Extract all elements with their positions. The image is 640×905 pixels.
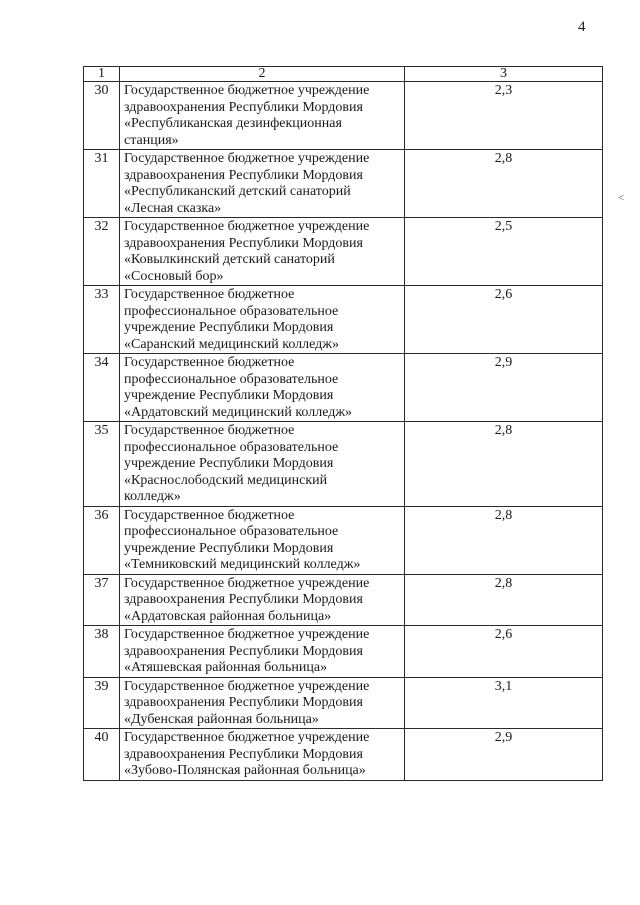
institution-name: Государственное бюджетное профессиональное образовательное учреждение Республики Мордовия «Саранский медицинский колледж» — [120, 286, 405, 354]
table-row — [84, 354, 603, 422]
institution-name: Государственное бюджетное учреждение здравоохранения Республики Мордовия «Республиканская дезинфекционная станция» — [120, 82, 405, 150]
institution-name: Государственное бюджетное профессиональное образовательное учреждение Республики Мордовия «Краснослободский медицинский колледж» — [120, 422, 405, 507]
row-number: 37 — [84, 574, 120, 626]
row-number: 30 — [84, 82, 120, 150]
table-row — [84, 218, 603, 286]
institution-name: Государственное бюджетное учреждение здравоохранения Республики Мордовия «Ковылкинский детский санаторий «Сосновый бор» — [120, 218, 405, 286]
row-value: 2,5 — [405, 218, 603, 286]
row-number: 40 — [84, 729, 120, 781]
row-number: 39 — [84, 677, 120, 729]
institutions-table — [83, 66, 603, 781]
institution-name: Государственное бюджетное учреждение здравоохранения Республики Мордовия «Дубенская районная больница» — [120, 677, 405, 729]
table-row — [84, 150, 603, 218]
row-value: 2,3 — [405, 82, 603, 150]
institution-name: Государственное бюджетное учреждение здравоохранения Республики Мордовия «Зубово-Полянская районная больница» — [120, 729, 405, 781]
table-row — [84, 574, 603, 626]
institution-name: Государственное бюджетное профессиональное образовательное учреждение Республики Мордовия «Ардатовский медицинский колледж» — [120, 354, 405, 422]
row-value: 2,6 — [405, 626, 603, 678]
stray-mark: < — [618, 192, 625, 204]
row-value: 2,8 — [405, 422, 603, 507]
row-value: 2,6 — [405, 286, 603, 354]
row-number: 36 — [84, 506, 120, 574]
table-row — [84, 422, 603, 507]
header-row — [84, 67, 603, 82]
table-row — [84, 82, 603, 150]
table-row — [84, 626, 603, 678]
header-col-2: 2 — [120, 67, 405, 82]
table-row — [84, 286, 603, 354]
table-row — [84, 506, 603, 574]
row-number: 31 — [84, 150, 120, 218]
row-value: 2,8 — [405, 574, 603, 626]
institution-name: Государственное бюджетное учреждение здравоохранения Республики Мордовия «Атяшевская районная больница» — [120, 626, 405, 678]
row-value: 2,8 — [405, 506, 603, 574]
institution-name: Государственное бюджетное учреждение здравоохранения Республики Мордовия «Ардатовская районная больница» — [120, 574, 405, 626]
institution-name: Государственное бюджетное учреждение здравоохранения Республики Мордовия «Республиканский детский санаторий «Лесная сказка» — [120, 150, 405, 218]
row-value: 2,9 — [405, 729, 603, 781]
row-number: 33 — [84, 286, 120, 354]
institution-name: Государственное бюджетное профессиональное образовательное учреждение Республики Мордовия «Темниковский медицинский колледж» — [120, 506, 405, 574]
row-value: 2,9 — [405, 354, 603, 422]
row-value: 3,1 — [405, 677, 603, 729]
row-number: 34 — [84, 354, 120, 422]
row-number: 32 — [84, 218, 120, 286]
row-number: 35 — [84, 422, 120, 507]
page-number: 4 — [578, 19, 586, 35]
table-row — [84, 729, 603, 781]
row-number: 38 — [84, 626, 120, 678]
header-col-3: 3 — [405, 67, 603, 82]
header-col-1: 1 — [84, 67, 120, 82]
table-row — [84, 677, 603, 729]
row-value: 2,8 — [405, 150, 603, 218]
